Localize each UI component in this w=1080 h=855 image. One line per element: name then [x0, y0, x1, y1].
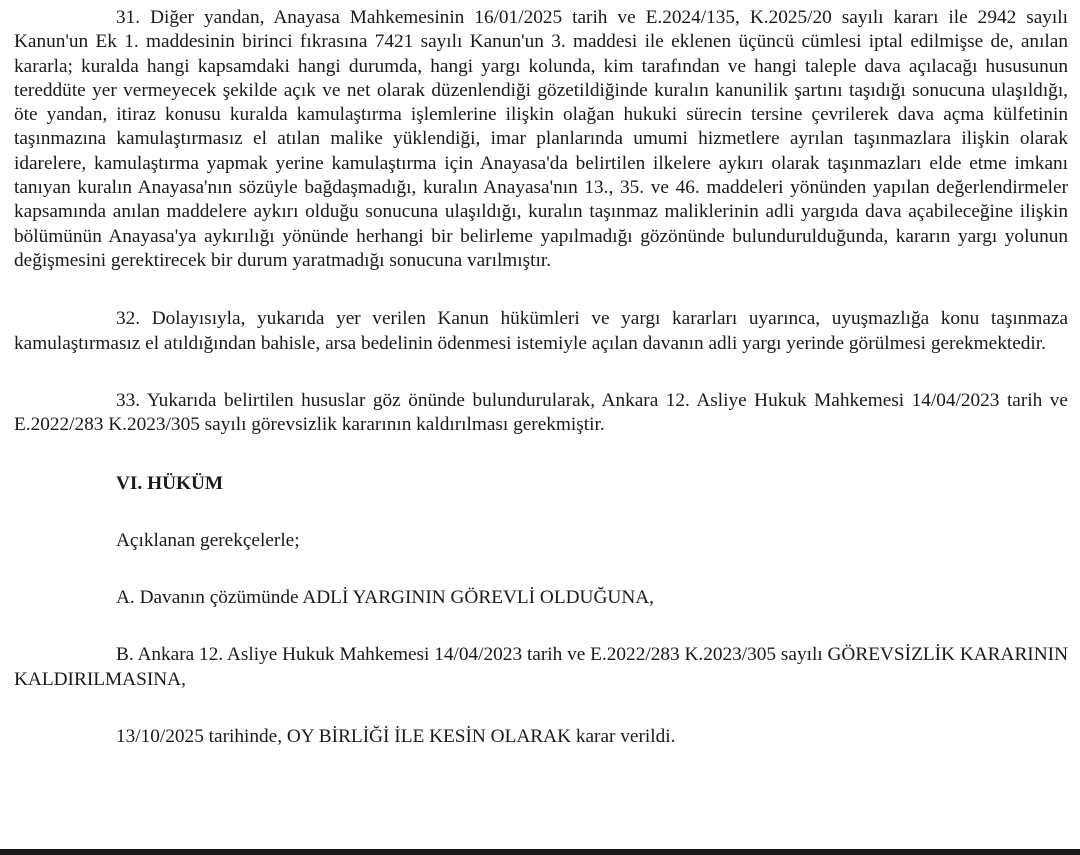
verdict-heading: VI. HÜKÜM [116, 473, 224, 495]
paragraph-32: 32. Dolayısıyla, yukarıda yer verilen Kanun hükümleri ve yargı kararları uyarınca, uyuşmazlığa konu taşınmaza kamulaştırmasız el atıldığından bahisle, arsa bedelinin ödenmesi istemiyle açılan davanın adli yargı yerinde görülmesi gerekmektedir. [14, 308, 1068, 354]
paragraph-33: 33. Yukarıda belirtilen hususlar göz önünde bulundurularak, Ankara 12. Asliye Hukuk Mahkemesi 14/04/2023 tarih ve E.2022/283 K.2023/305 sayılı görevsizlik kararının kaldırılması gerekmiştir. [14, 389, 1068, 436]
verdict-date-line: 13/10/2025 tarihinde, OY BİRLİĞİ İLE KESİN OLARAK karar verildi. [116, 726, 676, 748]
paragraph-31: 31. Diğer yandan, Anayasa Mahkemesinin 16/01/2025 tarih ve E.2024/135, K.2025/20 sayılı kararı ile 2942 sayılı Kanun'un Ek 1. maddesinin birinci fıkrasına 7421 sayılı Kanun'un 3. maddesi ile eklenen üçüncü cümlesi iptal edilmişse de, anılan kararla; kuralda hangi kapsamdaki hangi durumda, hangi yargı kolunda, kim tarafından ve hangi taleple dava açılacağı hususunun tereddüte yer vermeyecek şekilde açık ve net olarak düzenlendiği gözetildiğinde kuralın kanunilik şartını taşıdığı sonucuna ulaşıldığı, öte yandan, itiraz konusu kuralda kamulaştırma işlemlerine ilişkin olağan hukuki sürecin tersine çevrilerek dava açma külfetinin taşınmazına kamulaştırmasız el atılan malike yüklendiği, imar planlarında umumi hizmetlere ayrılan taşınmazlara ilişkin olarak idarelere, kamulaştırma yapmak yerine kamulaştırma için Anayasa'da belirtilen ilkelere aykırı olarak taşınmazları elde etme imkanı tanıyan kuralın Anayasa'nın sözüyle bağdaşmadığı, kuralın Anayasa'nın 13., 35. ve 46. maddeleri yönünden yapılan değerlendirmeler kapsamında anılan maddelere aykırı olduğu sonucuna ulaşıldığı, kuralın taşınmaz maliklerinin adli yargıda dava açabileceğine ilişkin bölümünün Anayasa'ya aykırılığı yönünde herhangi bir belirleme yapılmadığı gözönünde bulundurulduğunda, kararın yargı yolunun değişmesini gerektirecek bir durum yaratmadığı sonucuna varılmıştır. [14, 7, 1068, 271]
bottom-divider [0, 849, 1080, 855]
verdict-intro: Açıklanan gerekçelerle; [116, 530, 300, 552]
verdict-item-a: A. Davanın çözümünde ADLİ YARGININ GÖREVLİ OLDUĞUNA, [116, 587, 654, 609]
verdict-item-b: B. Ankara 12. Asliye Hukuk Mahkemesi 14/04/2023 tarih ve E.2022/283 K.2023/305 sayılı GÖREVSİZLİK KARARININ KALDIRILMASINA, [14, 644, 1068, 690]
